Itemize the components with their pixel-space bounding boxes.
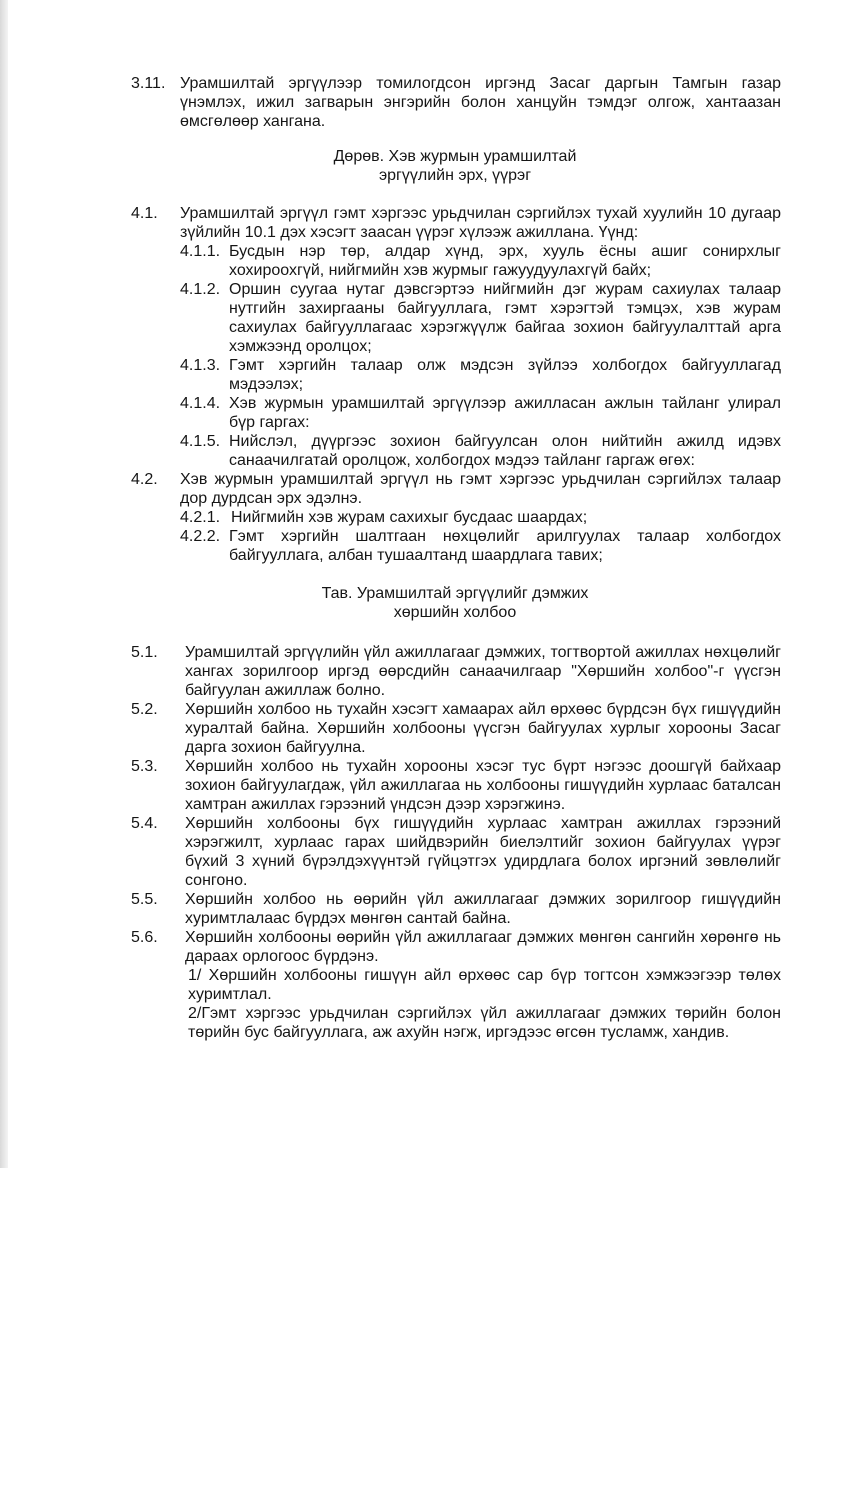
clause-4-1-3 <box>0 356 850 394</box>
clause-4-1-5 <box>0 432 850 470</box>
clause-5-5 <box>0 890 850 928</box>
clause-number: 4.1. <box>131 205 158 222</box>
clause-number: 4.1.1. <box>180 243 221 260</box>
clause-4-1-2 <box>0 280 850 356</box>
clause-5-4 <box>0 814 850 890</box>
clause-text: Урамшилтай эргүүл гэмт хэргээс урьдчилан сэргийлэх тухай хуулийн 10 дугаар зүйлийн 10.1 дэх хэсэгт заасан үүрэг хүлээж ажиллана. Үүнд: <box>180 205 781 241</box>
clause-text: Хэв журмын урамшилтай эргүүл нь гэмт хэргээс урьдчилан сэргийлэх талаар дор дурдсан эрх эдэлнэ. <box>180 471 781 507</box>
section-5-title-line-1: Тав. Урамшилтай эргүүлийг дэмжих <box>321 585 589 602</box>
clause-text: 1/ Хөршийн холбооны гишүүн айл өрхөөс сар бүр тогтсон хэмжээгээр төлөх хуримтлал. <box>188 967 781 1003</box>
clause-text: Хөршийн холбооны бүх гишүүдийн хурлаас хамтран ажиллах гэрээний хэрэгжилт, хурлаас гарах шийдвэрийн биелэлтийг зохион байгуулах үүрэг бүхий 3 хүний бүрэлдэхүүнтэй гүйцэтгэх удирдлага болох иргэний зөвлөлийг сонгоно. <box>185 815 781 889</box>
clause-text: Нийслэл, дүүргээс зохион байгуулсан олон нийтийн ажилд идэвх санаачилгатай оролцож, холбогдох мэдээ тайланг гаргаж өгөх: <box>229 433 781 469</box>
clause-5-6-item-2 <box>0 1004 850 1042</box>
clause-4-1-4 <box>0 394 850 432</box>
clause-number: 5.3. <box>131 758 158 775</box>
clause-text: Оршин суугаа нутаг дэвсгэртээ нийгмийн дэг журам сахиулах талаар нутгийн захиргааны байгууллага, гэмт хэрэгтэй тэмцэх, хэв журам сахиулах байгууллагаас хэрэгжүүлж байгаа зохион байгуулалттай арга хэмжээнд оролцох; <box>229 281 781 355</box>
clause-4-2 <box>0 470 850 508</box>
clause-text: Хөршийн холбоо нь тухайн хорооны хэсэг тус бүрт нэгээс доошгүй байхаар зохион байгуулагдаж, үйл ажиллагаа нь холбооны гишүүдийн хурлаас баталсан хамтран ажиллах гэрээний үндсэн дээр хэрэгжинэ. <box>185 758 781 813</box>
clause-number: 4.1.5. <box>180 433 221 450</box>
section-4-title-line-1: Дөрөв. Хэв журмын урамшилтай <box>333 148 577 165</box>
clause-4-2-1 <box>0 508 850 527</box>
section-4-heading <box>0 147 850 185</box>
clause-text: Хөршийн холбоо нь өөрийн үйл ажиллагааг дэмжих зорилгоор гишүүдийн хуримтлалаас бүрдэх мөнгөн сантай байна. <box>185 891 781 927</box>
clause-text: Гэмт хэргийн талаар олж мэдсэн зүйлээ холбогдох байгууллагад мэдээлэх; <box>229 357 781 393</box>
clause-3-11 <box>0 74 850 131</box>
clause-number: 5.6. <box>131 929 158 946</box>
clause-text: Хөршийн холбоо нь тухайн хэсэгт хамаарах айл өрхөөс бүрдсэн бүх гишүүдийн хуралтай байна. Хөршийн холбооны үүсгэн байгуулах хурлыг хорооны Засаг дарга зохион байгуулна. <box>185 701 781 756</box>
clause-text: 2/Гэмт хэргээс урьдчилан сэргийлэх үйл ажиллагааг дэмжих төрийн болон төрийн бус байгууллага, аж ахуйн нэгж, иргэдээс өгсөн тусламж, хандив. <box>188 1005 781 1041</box>
clause-5-6 <box>0 928 850 966</box>
clause-number: 4.1.4. <box>180 395 221 412</box>
clause-4-1-1 <box>0 242 850 280</box>
clause-number: 4.1.2. <box>180 281 221 298</box>
clause-number: 5.5. <box>131 891 158 908</box>
clause-5-3 <box>0 757 850 814</box>
section-5-heading <box>0 584 850 622</box>
clause-text: Хэв журмын урамшилтай эргүүлээр ажилласан ажлын тайланг улирал бүр гаргах: <box>229 395 781 431</box>
clause-text: Нийгмийн хэв журам сахихыг бусдаас шаардах; <box>231 509 588 526</box>
section-4-title-line-2: эргүүлийн эрх, үүрэг <box>378 167 532 184</box>
clause-text: Бусдын нэр төр, алдар хүнд, эрх, хууль ёсны ашиг сонирхлыг хохироохгүй, нийгмийн хэв журмыг гажуудуулахгүй байх; <box>229 243 781 279</box>
clause-number: 4.2. <box>131 471 158 488</box>
clause-5-2 <box>0 700 850 757</box>
clause-text: Урамшилтай эргүүлээр томилогдсон иргэнд Засаг даргын Тамгын газар үнэмлэх, ижил загварын энгэрийн болон ханцуйн тэмдэг олгож, хантаазан өмсгөлөөр хангана. <box>180 75 781 130</box>
clause-text: Хөршийн холбооны өөрийн үйл ажиллагааг дэмжих мөнгөн сангийн хөрөнгө нь дараах орлогоос бүрдэнэ. <box>185 929 781 965</box>
clause-text: Урамшилтай эргүүлийн үйл ажиллагааг дэмжих, тогтвортой ажиллах нөхцөлийг хангах зорилгоор иргэд өөрсдийн санаачилгаар "Хөршийн холбоо"-г үүсгэн байгуулан ажиллаж болно. <box>185 644 781 699</box>
clause-number: 5.1. <box>131 644 158 661</box>
clause-number: 4.2.1. <box>180 509 221 526</box>
clause-4-1 <box>0 204 850 242</box>
clause-number: 5.2. <box>131 701 158 718</box>
clause-5-1 <box>0 643 850 700</box>
document-body <box>0 74 850 1042</box>
section-5-title-line-2: хөршийн холбоо <box>393 604 517 621</box>
clause-number: 3.11. <box>131 75 166 92</box>
clause-number: 4.2.2. <box>180 528 221 545</box>
clause-4-2-2 <box>0 527 850 565</box>
clause-5-6-item-1 <box>0 966 850 1004</box>
clause-text: Гэмт хэргийн шалтгаан нөхцөлийг арилгуулах талаар холбогдох байгууллага, албан тушаалтанд шаардлага тавих; <box>229 528 781 564</box>
clause-number: 5.4. <box>131 815 158 832</box>
clause-number: 4.1.3. <box>180 357 221 374</box>
